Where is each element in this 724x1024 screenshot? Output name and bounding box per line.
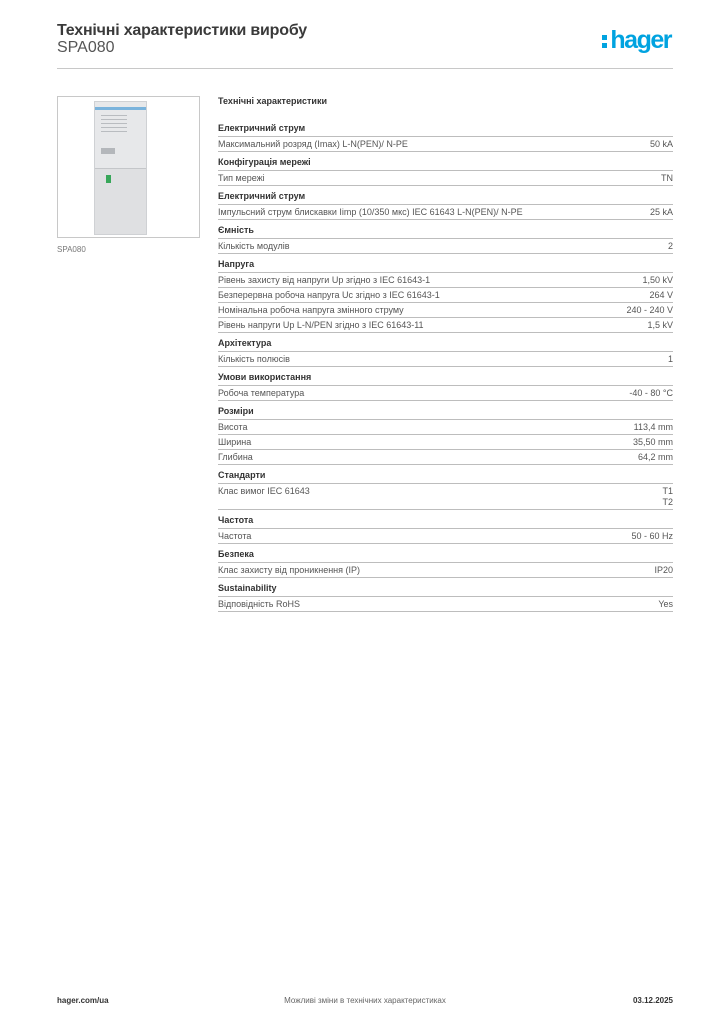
document-title: Технічні характеристики виробу bbox=[57, 22, 307, 39]
spec-value bbox=[661, 173, 673, 184]
product-image-caption: SPA080 bbox=[57, 245, 86, 254]
spec-group-title: Розміри bbox=[218, 406, 673, 420]
spec-value bbox=[634, 422, 673, 433]
specifications-table bbox=[218, 96, 673, 612]
spec-name: Робоча температура bbox=[218, 388, 305, 398]
spec-value bbox=[654, 565, 673, 576]
spec-name: Кількість полюсів bbox=[218, 354, 290, 364]
spec-value bbox=[668, 354, 673, 365]
spec-name: Ширина bbox=[218, 437, 252, 447]
spec-row bbox=[218, 597, 673, 612]
product-image bbox=[57, 96, 200, 238]
spec-row bbox=[218, 303, 673, 318]
spec-value-line: 35,50 mm bbox=[632, 437, 673, 447]
logo-text: hager bbox=[610, 26, 671, 54]
spec-group bbox=[218, 372, 673, 401]
logo-colon-icon bbox=[602, 31, 607, 49]
spec-name: Номінальна робоча напруга змінного струму bbox=[218, 305, 404, 315]
page-header bbox=[57, 20, 673, 69]
spec-value bbox=[638, 452, 673, 463]
hager-logo bbox=[602, 26, 671, 55]
spec-group-title: Електричний струм bbox=[218, 191, 673, 205]
spec-row bbox=[218, 450, 673, 465]
spec-value-line: TN bbox=[661, 173, 673, 183]
page-footer bbox=[57, 996, 673, 1010]
spec-name: Глибина bbox=[218, 452, 253, 462]
spec-value-line: Yes bbox=[658, 599, 673, 609]
spec-value bbox=[650, 207, 673, 218]
spec-value-line: 113,4 mm bbox=[633, 422, 673, 432]
spec-name: Частота bbox=[218, 531, 252, 541]
spec-name: Висота bbox=[218, 422, 248, 432]
footer-date: 03.12.2025 bbox=[632, 996, 673, 1005]
spec-name: Тип мережі bbox=[218, 173, 265, 183]
spec-group bbox=[218, 225, 673, 254]
spec-value bbox=[626, 305, 673, 316]
spec-row bbox=[218, 563, 673, 578]
footer-website[interactable]: hager.com/ua bbox=[57, 996, 109, 1005]
spec-name: Клас вимог IEC 61643 bbox=[218, 486, 310, 496]
spec-name: Імпульсний струм блискавки Iimp (10/350 мкс) IEC 61643 L-N(PEN)/ N-PE bbox=[218, 207, 523, 217]
spec-group bbox=[218, 549, 673, 578]
spec-name: Рівень захисту від напруги Up згідно з IEC 61643-1 bbox=[218, 275, 431, 285]
surge-protector-picture bbox=[94, 101, 147, 235]
spec-value bbox=[658, 599, 673, 610]
spec-row bbox=[218, 171, 673, 186]
spec-group bbox=[218, 157, 673, 186]
spec-row bbox=[218, 239, 673, 254]
spec-value bbox=[650, 139, 673, 150]
spec-value-line: T2 bbox=[662, 497, 673, 507]
status-window-icon bbox=[106, 175, 111, 183]
spec-value-line: 264 V bbox=[649, 290, 673, 300]
spec-value-line: 50 kA bbox=[649, 139, 673, 149]
spec-group bbox=[218, 123, 673, 152]
spec-row bbox=[218, 420, 673, 435]
spec-value-line: 64,2 mm bbox=[637, 452, 673, 462]
spec-value-line: 240 - 240 V bbox=[626, 305, 673, 315]
spec-value-line: 2 bbox=[667, 241, 673, 251]
spec-group-title: Умови використання bbox=[218, 372, 673, 386]
spec-group bbox=[218, 191, 673, 220]
spec-group-title: Напруга bbox=[218, 259, 673, 273]
spec-row bbox=[218, 318, 673, 333]
spec-group bbox=[218, 406, 673, 465]
spec-row bbox=[218, 273, 673, 288]
spec-name: Рівень напруги Up L-N/PEN згідно з IEC 61643-11 bbox=[218, 320, 424, 330]
spec-group-title: Безпека bbox=[218, 549, 673, 563]
spec-group-title: Ємність bbox=[218, 225, 673, 239]
spec-group-title: Sustainability bbox=[218, 583, 673, 597]
spec-row bbox=[218, 205, 673, 220]
spec-row bbox=[218, 288, 673, 303]
spec-group bbox=[218, 338, 673, 367]
spec-name: Кількість модулів bbox=[218, 241, 290, 251]
spec-value-line: -40 - 80 °C bbox=[629, 388, 673, 398]
spec-value bbox=[629, 388, 673, 399]
spec-group-title: Частота bbox=[218, 515, 673, 529]
spec-row bbox=[218, 386, 673, 401]
spec-value-line: 1 bbox=[667, 354, 673, 364]
spec-value bbox=[647, 320, 673, 331]
spec-value bbox=[668, 241, 673, 252]
spec-value bbox=[642, 275, 673, 286]
spec-group-title: Електричний струм bbox=[218, 123, 673, 137]
spec-group-title: Стандарти bbox=[218, 470, 673, 484]
spec-value bbox=[649, 290, 673, 301]
spec-row bbox=[218, 529, 673, 544]
spec-value bbox=[662, 486, 673, 508]
spec-value bbox=[631, 531, 673, 542]
spec-row bbox=[218, 484, 673, 510]
spec-group bbox=[218, 583, 673, 612]
spec-value-line: 1,5 kV bbox=[647, 320, 673, 330]
spec-row bbox=[218, 435, 673, 450]
spec-group-title: Конфігурація мережі bbox=[218, 157, 673, 171]
spec-group bbox=[218, 259, 673, 333]
specifications-title: Технічні характеристики bbox=[218, 96, 327, 106]
spec-value-line: IP20 bbox=[654, 565, 673, 575]
spec-value-line: T1 bbox=[662, 486, 673, 496]
spec-value-line: 1,50 kV bbox=[642, 275, 673, 285]
footer-disclaimer: Можливі зміни в технічних характеристиках bbox=[284, 996, 446, 1005]
spec-value bbox=[633, 437, 673, 448]
spec-row bbox=[218, 137, 673, 152]
spec-row bbox=[218, 352, 673, 367]
product-code: SPA080 bbox=[57, 39, 115, 56]
spec-name: Безперервна робоча напруга Uc згідно з IEC 61643-1 bbox=[218, 290, 440, 300]
spec-value-line: 25 kA bbox=[649, 207, 673, 217]
spec-name: Клас захисту від проникнення (IP) bbox=[218, 565, 361, 575]
spec-name: Відповідність RoHS bbox=[218, 599, 300, 609]
spec-group-title: Архітектура bbox=[218, 338, 673, 352]
spec-group bbox=[218, 470, 673, 510]
spec-name: Максимальний розряд (Imax) L-N(PEN)/ N-PE bbox=[218, 139, 408, 149]
spec-value-line: 50 - 60 Hz bbox=[631, 531, 673, 541]
spec-group bbox=[218, 515, 673, 544]
